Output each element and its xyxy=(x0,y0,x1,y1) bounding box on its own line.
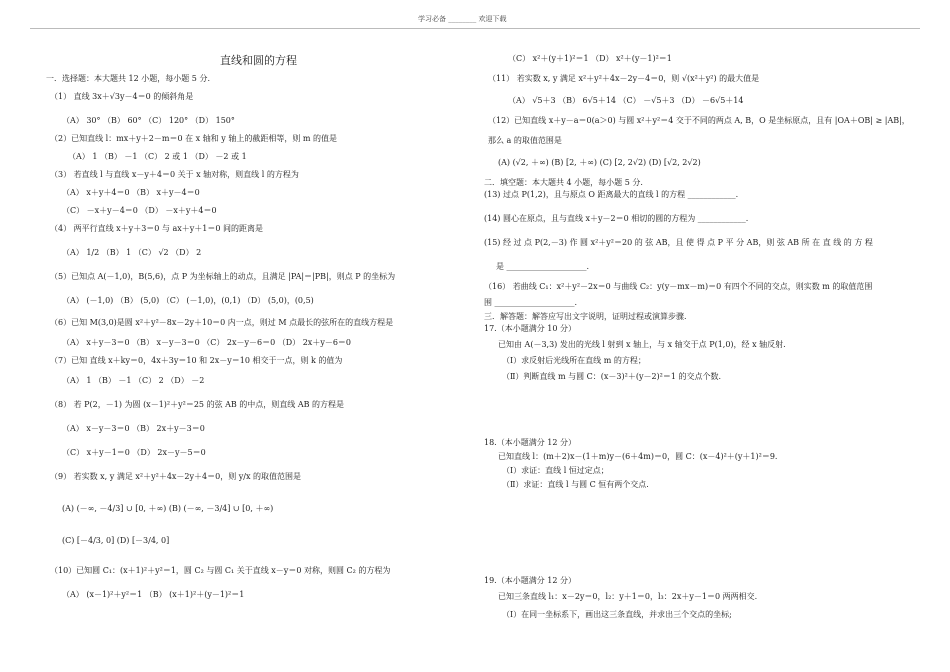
left-text-line: （5）已知点 A(－1,0)，B(5,6)，点 P 为坐标轴上的动点，且满足 |PA|＝|PB|，则点 P 的坐标为 xyxy=(50,272,396,281)
left-text-line: （8） 若 P(2，－1) 为圆 (x－1)²＋y²＝25 的弦 AB 的中点，则直线 AB 的方程是 xyxy=(50,400,345,409)
left-text-line: （A） (－1,0) （B） (5,0) （C） (－1,0)，(0,1) （D） (5,0)，(0,5) xyxy=(62,296,314,305)
right-text-line: （Ⅱ）判断直线 m 与圆 C：(x－3)²＋(y－2)²＝1 的交点个数. xyxy=(502,372,722,381)
right-text-line: （Ⅰ）求证：直线 l 恒过定点； xyxy=(502,466,609,475)
right-text-line: （Ⅰ）求反射后光线所在直线 m 的方程； xyxy=(502,356,646,365)
header-divider xyxy=(30,28,920,29)
right-text-line: （11） 若实数 x, y 满足 x²＋y²＋4x－2y－4＝0，则 √(x²＋y²) 的最大值是 xyxy=(488,74,760,83)
right-text-line: 二．填空题：本大题共 4 小题，每小题 5 分. xyxy=(484,178,643,187)
left-text-line: （2）已知直线 l：mx＋y＋2－m＝0 在 x 轴和 y 轴上的截距相等，则 m 的值是 xyxy=(50,134,337,143)
right-text-line: (15) 经 过 点 P(2,－3) 作 圆 x²＋y²＝20 的 弦 AB，且 使 得 点 P 平 分 AB，则 弦 AB 所 在 直 线 的 方 程 xyxy=(484,238,873,247)
right-text-line: 三．解答题：解答应写出文字说明，证明过程或演算步骤. xyxy=(484,312,687,321)
left-text-line: （A） x＋y＋4＝0 （B） x＋y－4＝0 xyxy=(62,188,200,197)
left-text-line: （4） 两平行直线 x＋y＋3＝0 与 ax＋y＋1＝0 间的距离是 xyxy=(50,224,263,233)
right-text-line: 已知由 A(－3,3) 发出的光线 l 射到 x 轴上，与 x 轴交于点 P(1,0)，经 x 轴反射. xyxy=(498,340,786,349)
page-header: 学习必备 ________ 欢迎下载 xyxy=(418,15,507,23)
left-text-line: （7）已知 直线 x＋ky＝0，4x＋3y＝10 和 2x－y＝10 相交于一点，则 k 的值为 xyxy=(50,356,343,365)
left-text-line: （6）已知 M(3,0)是圆 x²＋y²－8x－2y＋10＝0 内一点，则过 M 点最长的弦所在的直线方程是 xyxy=(50,318,394,327)
left-text-line: （A） 1 （B） －1 （C） 2 或 1 （D） －2 或 1 xyxy=(68,152,247,161)
right-text-line: (14) 圆心在原点，且与直线 x＋y－2＝0 相切的圆的方程为 ____________. xyxy=(484,214,749,223)
right-text-line: （Ⅱ）求证：直线 l 与圆 C 恒有两个交点. xyxy=(502,480,649,489)
left-text-line: （9） 若实数 x, y 满足 x²＋y²＋4x－2y＋4＝0，则 y/x 的取值范围是 xyxy=(50,472,302,481)
right-text-line: （12）已知直线 x＋y－a＝0(a＞0) 与圆 x²＋y²＝4 交于不同的两点 A, B，O 是坐标原点，且有 |OA＋OB| ≥ |AB|， xyxy=(488,116,910,125)
left-text-line: （C） x＋y－1＝0 （D） 2x－y－5＝0 xyxy=(62,448,206,457)
right-text-line: 已知直线 l：(m＋2)x－(1＋m)y－(6＋4m)＝0，圆 C：(x－4)²＋(y＋1)²＝9. xyxy=(498,452,778,461)
right-text-line: 17.（本小题满分 10 分） xyxy=(484,324,576,333)
right-text-line: 19.（本小题满分 12 分） xyxy=(484,576,576,585)
left-text-line: （C） －x＋y－4＝0 （D） －x＋y＋4＝0 xyxy=(62,206,217,215)
left-text-line: (C) [－4/3, 0] (D) [－3/4, 0] xyxy=(62,536,170,545)
left-text-line: （10）已知圆 C₁：(x＋1)²＋y²＝1，圆 C₂ 与圆 C₁ 关于直线 x－y＝0 对称，则圆 C₂ 的方程为 xyxy=(50,566,391,575)
left-text-line: （A） 1 （B） －1 （C） 2 （D） －2 xyxy=(62,376,205,385)
left-text-line: （A） x＋y－3＝0 （B） x－y－3＝0 （C） 2x－y－6＝0 （D） 2x＋y－6＝0 xyxy=(62,338,352,347)
right-text-line: (A) (√2, ＋∞) (B) [2, ＋∞) (C) [2, 2√2) (D) [√2, 2√2) xyxy=(498,158,701,167)
left-text-line: 一．选择题：本大题共 12 小题，每小题 5 分. xyxy=(46,74,210,83)
left-text-line: （A） 1/2 （B） 1 （C） √2 （D） 2 xyxy=(62,248,202,257)
left-text-line: 直线和圆的方程 xyxy=(220,54,297,67)
right-text-line: （Ⅰ）在同一坐标系下，画出这三条直线，并求出三个交点的坐标; xyxy=(502,610,732,619)
right-text-line: (13) 过点 P(1,2)，且与原点 O 距离最大的直线 l 的方程 ____________. xyxy=(484,190,739,199)
right-text-line: （16） 若曲线 C₁：x²＋y²－2x＝0 与曲线 C₂：y(y－mx－m)＝0 有四个不同的交点，则实数 m 的取值范围 xyxy=(484,282,873,291)
left-text-line: （1） 直线 3x＋√3y－4＝0 的倾斜角是 xyxy=(50,92,194,101)
right-text-line: （A） √5＋3 （B） 6√5＋14 （C） －√5＋3 （D） －6√5＋14 xyxy=(508,96,744,105)
left-text-line: (A) (－∞, －4/3] ∪ [0, ＋∞) (B) (－∞, －3/4] ∪ [0, ＋∞) xyxy=(62,504,274,513)
right-text-line: （C） x²＋(y＋1)²＝1 （D） x²＋(y－1)²＝1 xyxy=(508,54,672,63)
right-text-line: 围 ____________________. xyxy=(484,298,578,307)
left-text-line: （A） x－y－3＝0 （B） 2x＋y－3＝0 xyxy=(62,424,205,433)
left-text-line: （3） 若直线 l 与直线 x－y＋4＝0 关于 x 轴对称，则直线 l 的方程为 xyxy=(50,170,299,179)
right-text-line: 已知三条直线 l₁：x－2y＝0，l₂：y＋1＝0，l₃：2x＋y－1＝0 两两相交. xyxy=(498,592,758,601)
right-text-line: 那么 a 的取值范围是 xyxy=(488,136,562,145)
right-text-line: 18.（本小题满分 12 分） xyxy=(484,438,576,447)
right-text-line: 是 ____________________. xyxy=(496,262,590,271)
left-text-line: （A） 30° （B） 60° （C） 120° （D） 150° xyxy=(62,116,235,125)
left-text-line: （A） (x－1)²＋y²＝1 （B） (x＋1)²＋(y－1)²＝1 xyxy=(62,590,245,599)
